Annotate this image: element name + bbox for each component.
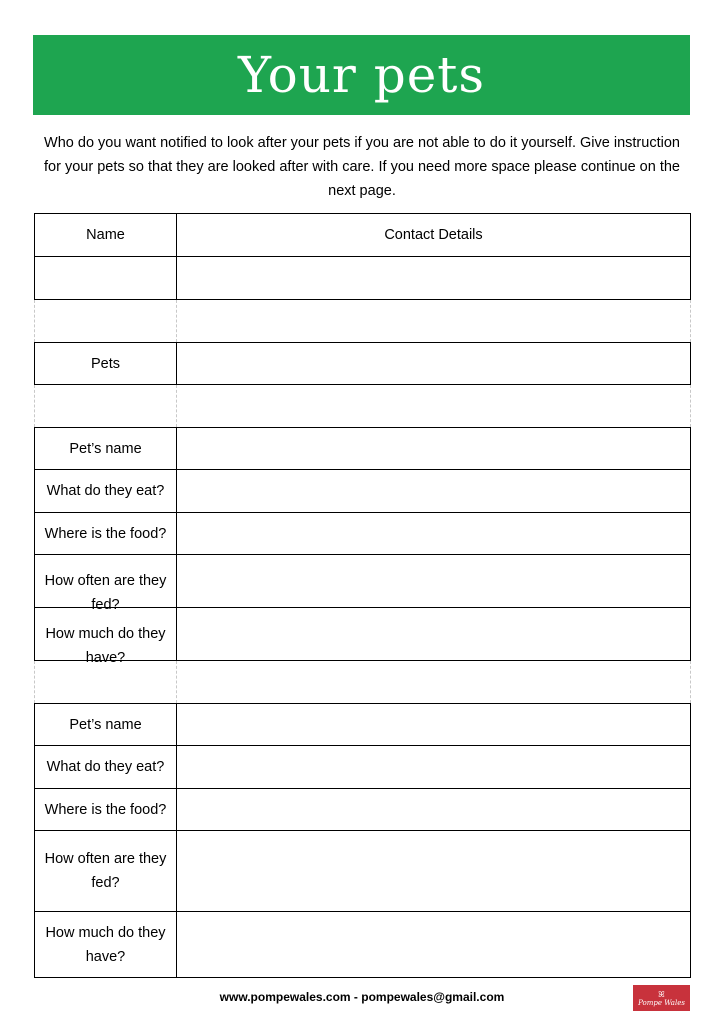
pet2-food-label: Where is the food?: [35, 789, 177, 831]
pet1-food-label: Where is the food?: [35, 513, 177, 555]
spacer-row: [35, 385, 691, 428]
pet2-often-label: How often are they fed?: [35, 831, 177, 912]
pet1-food-row: [35, 513, 691, 555]
contact-header-row: [35, 214, 691, 257]
pet1-eat-field[interactable]: [177, 470, 691, 513]
pet2-much-label: How much do they have?: [35, 912, 177, 978]
pet2-food-field[interactable]: [177, 789, 691, 831]
pet2-often-field[interactable]: [177, 831, 691, 912]
pet2-eat-field[interactable]: [177, 746, 691, 789]
pet1-food-field[interactable]: [177, 513, 691, 555]
intro-text: Who do you want notified to look after your pets if you are not able to do it yourself. Give instruction for your pets so that they are looked after with care. If you need more space please continue on the next page.: [44, 135, 680, 199]
pet1-eat-row: [35, 470, 691, 513]
pet1-name-row: [35, 428, 691, 470]
title-banner: [33, 35, 690, 115]
logo-text: Pompe Wales: [638, 998, 685, 1007]
pet2-much-row: [35, 912, 691, 978]
page-title: Your pets: [237, 46, 486, 104]
pet2-food-row: [35, 789, 691, 831]
pets-field[interactable]: [177, 343, 691, 385]
pet1-name-field[interactable]: [177, 428, 691, 470]
spacer-row: [35, 661, 691, 704]
pet2-eat-row: [35, 746, 691, 789]
name-column-header: Name: [35, 214, 177, 257]
pet1-eat-label: What do they eat?: [35, 470, 177, 513]
flower-icon: ꕤ: [658, 989, 665, 999]
pet1-much-row: [35, 608, 691, 661]
contact-details-column-header: Contact Details: [177, 214, 691, 257]
pet1-much-field[interactable]: [177, 608, 691, 661]
pet2-much-field[interactable]: [177, 912, 691, 978]
pet2-often-row: [35, 831, 691, 912]
pompe-wales-logo: [633, 985, 690, 1011]
pet1-name-label: Pet’s name: [35, 428, 177, 470]
pet2-name-row: [35, 704, 691, 746]
pet1-often-row: [35, 555, 691, 608]
contact-details-field[interactable]: [177, 257, 691, 300]
pets-label: Pets: [35, 343, 177, 385]
spacer-row: [35, 300, 691, 343]
pets-form-table: [34, 213, 691, 978]
contact-name-field[interactable]: [35, 257, 177, 300]
pet2-name-label: Pet’s name: [35, 704, 177, 746]
footer-contact: www.pompewales.com - pompewales@gmail.com: [219, 990, 505, 1004]
pet2-name-field[interactable]: [177, 704, 691, 746]
pet2-eat-label: What do they eat?: [35, 746, 177, 789]
pet1-much-label: How much do they have?: [45, 626, 166, 666]
contact-entry-row: [35, 257, 691, 300]
pet1-often-field[interactable]: [177, 555, 691, 608]
pets-row: [35, 343, 691, 385]
pet1-often-label: How often are they fed?: [44, 573, 167, 613]
